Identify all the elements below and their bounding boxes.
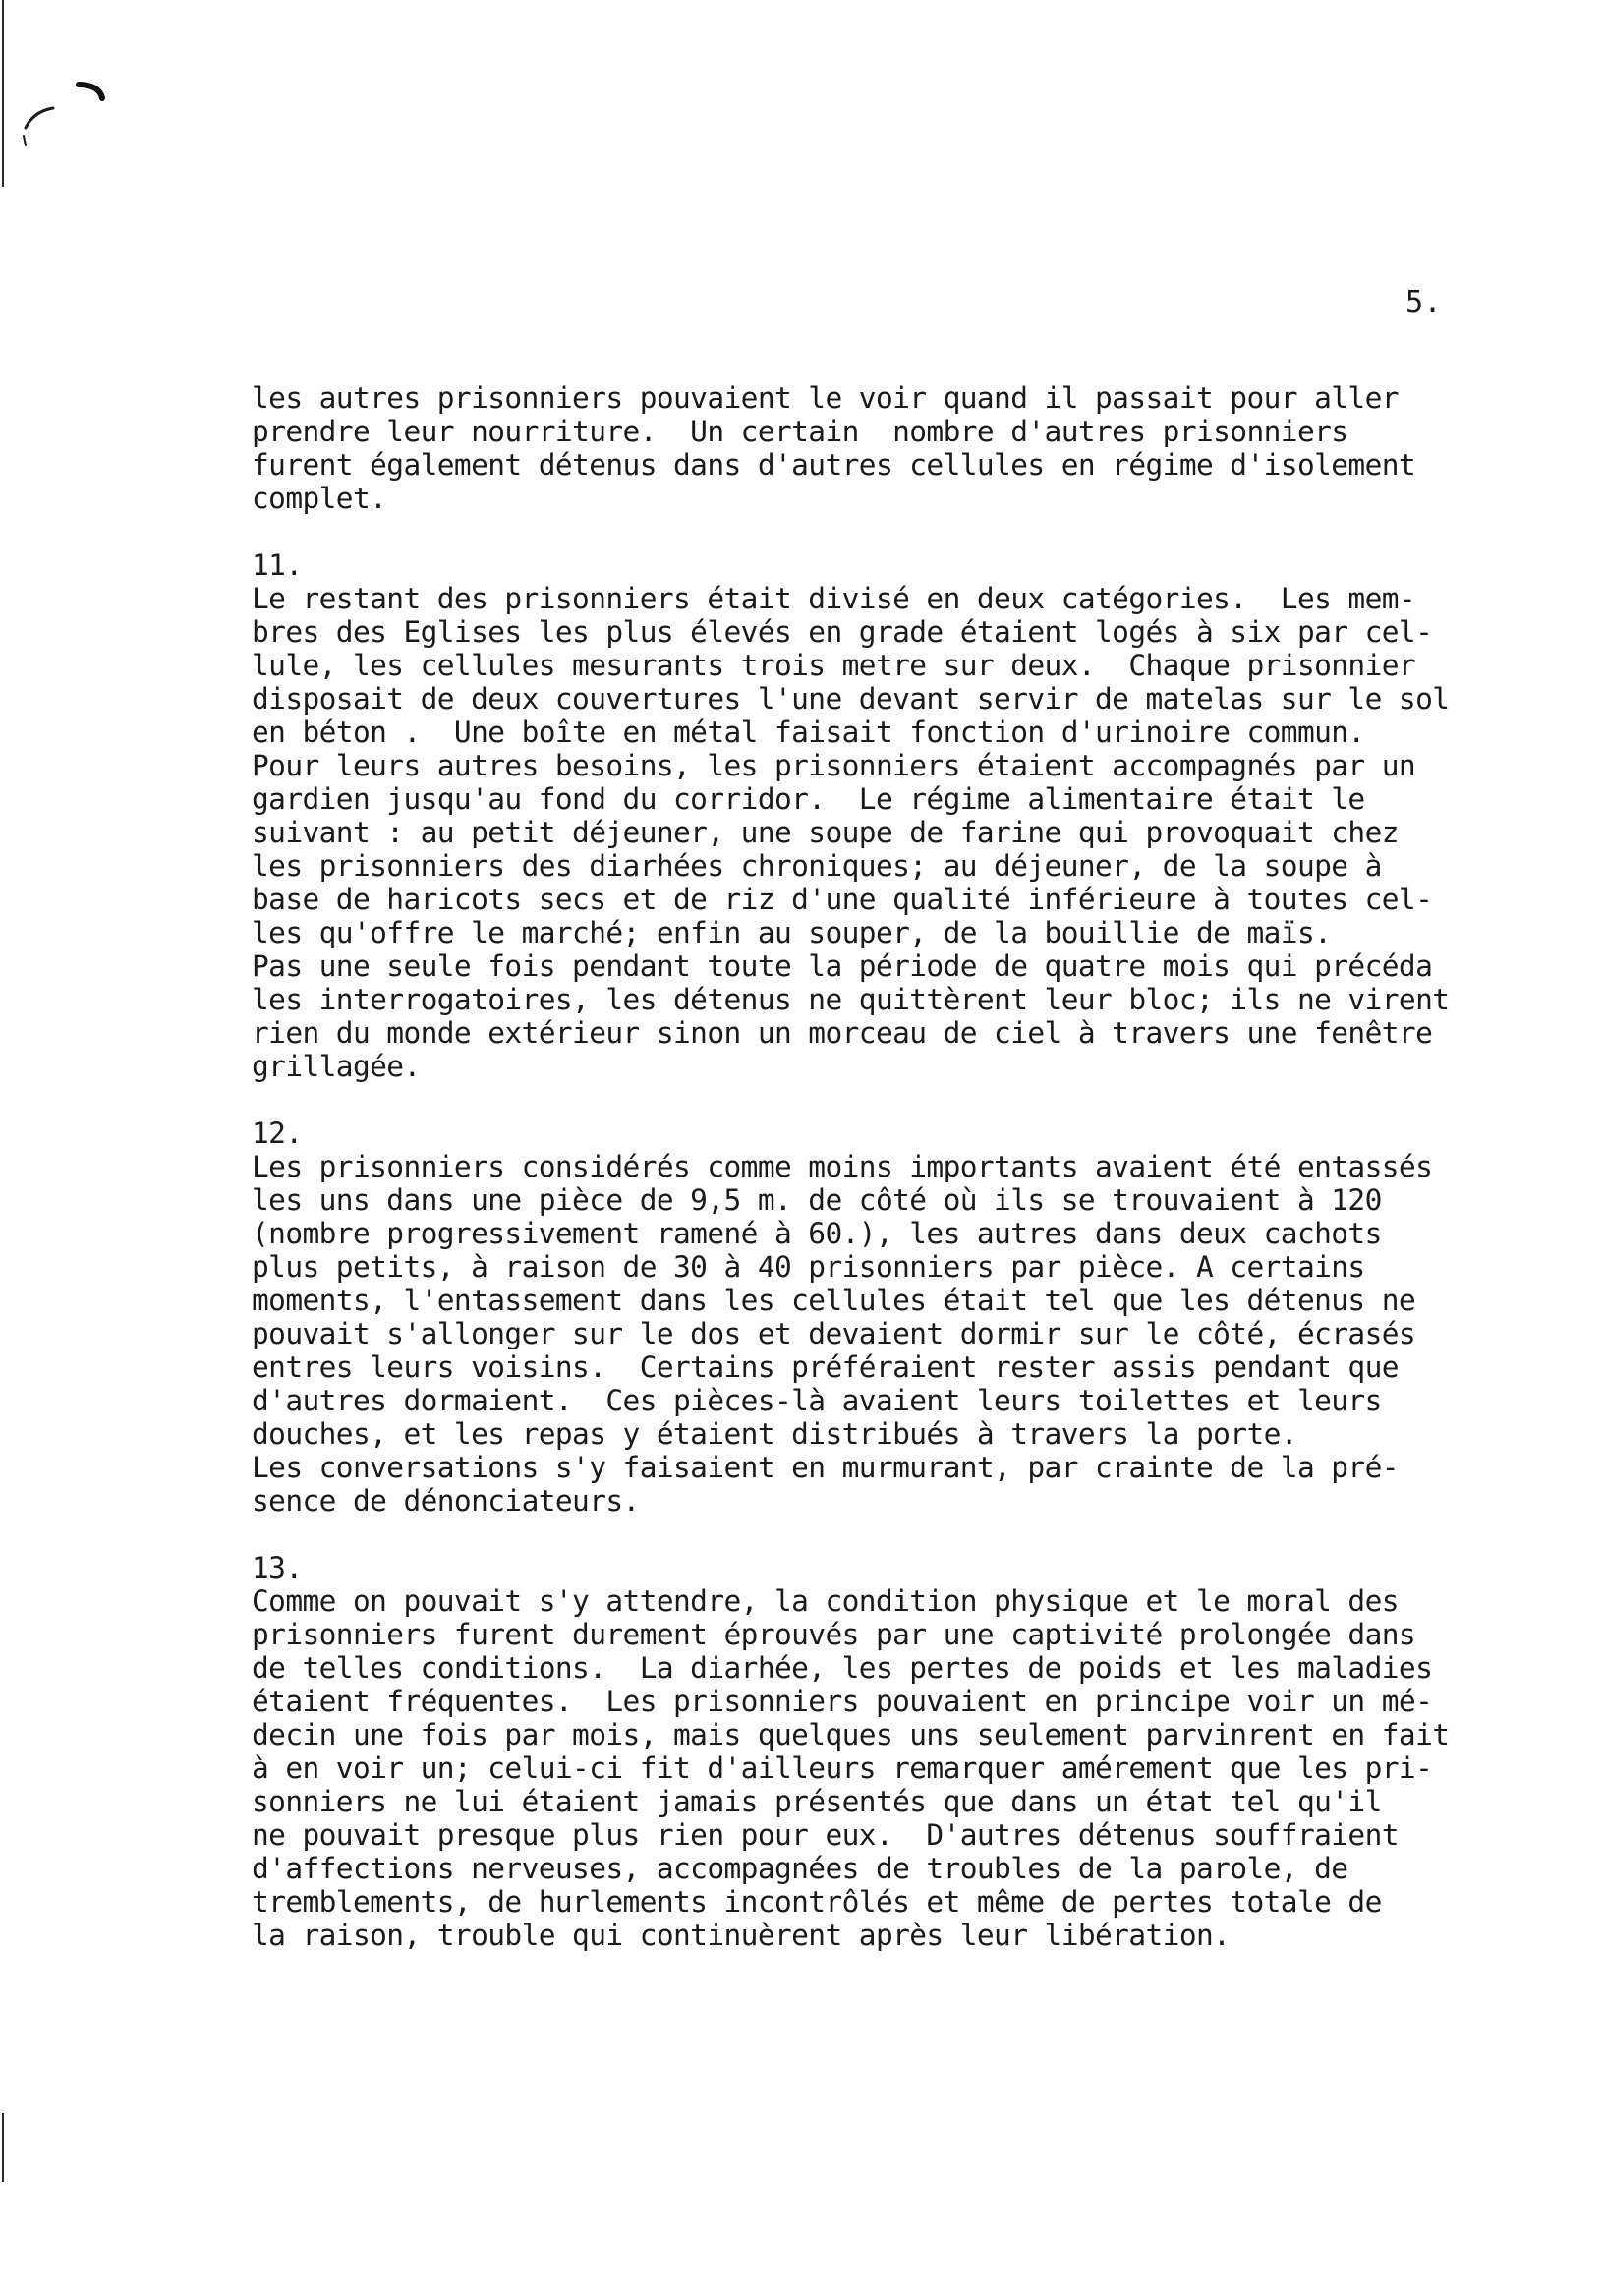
text-line: Pour leurs autres besoins, les prisonniers étaient accompagnés par un xyxy=(252,749,1416,782)
text-line: les interrogatoires, les détenus ne quittèrent leur bloc; ils ne virent xyxy=(252,983,1450,1016)
text-line: en béton . Une boîte en métal faisait fonction d'urinoire commun. xyxy=(252,716,1365,749)
paragraph-gap xyxy=(252,1083,1490,1117)
text-line: les prisonniers des diarhées chroniques; au déjeuner, de la soupe à xyxy=(252,849,1382,883)
paragraph-gap xyxy=(252,1518,1490,1551)
paragraph-number: 13. xyxy=(252,1551,303,1584)
body-text xyxy=(252,381,1490,1952)
text-line: entres leurs voisins. Certains préféraient rester assis pendant que xyxy=(252,1350,1399,1384)
text-line: suivant : au petit déjeuner, une soupe de farine qui provoquait chez xyxy=(252,816,1399,849)
text-line: Les prisonniers considérés comme moins importants avaient été entassés xyxy=(252,1150,1433,1183)
text-line: de telles conditions. La diarhée, les pertes de poids et les maladies xyxy=(252,1651,1433,1685)
text-line: (nombre progressivement ramené à 60.), les autres dans deux cachots xyxy=(252,1217,1382,1250)
text-line: à en voir un; celui-ci fit d'ailleurs remarquer amérement que les pri- xyxy=(252,1751,1433,1785)
text-line: decin une fois par mois, mais quelques uns seulement parvinrent en fait xyxy=(252,1718,1450,1751)
paragraph xyxy=(252,548,1490,1083)
text-line: plus petits, à raison de 30 à 40 prisonniers par pièce. A certains xyxy=(252,1250,1365,1284)
text-line: Le restant des prisonniers était divisé en deux catégories. Les mem- xyxy=(252,582,1416,615)
text-line: la raison, trouble qui continuèrent après leur libération. xyxy=(252,1919,1231,1952)
text-line: lule, les cellules mesurants trois metre sur deux. Chaque prisonnier xyxy=(252,649,1416,682)
text-line: les uns dans une pièce de 9,5 m. de côté où ils se trouvaient à 120 xyxy=(252,1183,1382,1217)
text-line: tremblements, de hurlements incontrôlés et même de pertes totale de xyxy=(252,1885,1382,1919)
page-number: 5. xyxy=(1405,285,1443,319)
text-line: moments, l'entassement dans les cellules était tel que les détenus ne xyxy=(252,1284,1416,1317)
text-line: prisonniers furent durement éprouvés par une captivité prolongée dans xyxy=(252,1618,1416,1651)
text-line: Les conversations s'y faisaient en murmurant, par crainte de la pré- xyxy=(252,1451,1399,1484)
text-line: les qu'offre le marché; enfin au souper, de la bouillie de maïs. xyxy=(252,916,1332,949)
text-line: d'affections nerveuses, accompagnées de troubles de la parole, de xyxy=(252,1852,1348,1885)
handwritten-mark xyxy=(18,77,106,155)
text-line: base de haricots secs et de riz d'une qualité inférieure à toutes cel- xyxy=(252,883,1433,916)
left-margin-rule-bottom xyxy=(2,2113,4,2182)
text-line: complet. xyxy=(252,482,387,515)
text-line: douches, et les repas y étaient distribués à travers la porte. xyxy=(252,1417,1297,1451)
text-line: rien du monde extérieur sinon un morceau de ciel à travers une fenêtre xyxy=(252,1016,1433,1050)
text-line: Pas une seule fois pendant toute la période de quatre mois qui précéda xyxy=(252,949,1433,983)
text-line: les autres prisonniers pouvaient le voir quand il passait pour aller xyxy=(252,381,1399,415)
left-margin-rule xyxy=(2,0,4,187)
text-line: d'autres dormaient. Ces pièces-là avaient leurs toilettes et leurs xyxy=(252,1384,1382,1417)
paragraph-number: 11. xyxy=(252,548,303,582)
paragraph-number: 12. xyxy=(252,1117,303,1150)
paragraph xyxy=(252,1117,1490,1518)
text-line: pouvait s'allonger sur le dos et devaient dormir sur le côté, écrasés xyxy=(252,1317,1416,1350)
text-line: étaient fréquentes. Les prisonniers pouvaient en principe voir un mé- xyxy=(252,1685,1433,1718)
text-line: ne pouvait presque plus rien pour eux. D'autres détenus souffraient xyxy=(252,1818,1399,1852)
paragraph xyxy=(252,1551,1490,1952)
paragraph xyxy=(252,381,1490,515)
paragraph-gap xyxy=(252,515,1490,548)
text-line: sence de dénonciateurs. xyxy=(252,1484,640,1518)
text-line: gardien jusqu'au fond du corridor. Le régime alimentaire était le xyxy=(252,782,1365,816)
text-line: disposait de deux couvertures l'une devant servir de matelas sur le sol xyxy=(252,682,1450,716)
text-line: Comme on pouvait s'y attendre, la condition physique et le moral des xyxy=(252,1584,1399,1618)
text-line: bres des Eglises les plus élevés en grade étaient logés à six par cel- xyxy=(252,615,1433,649)
text-line: furent également détenus dans d'autres cellules en régime d'isolement xyxy=(252,448,1416,482)
text-line: grillagée. xyxy=(252,1050,421,1083)
text-line: sonniers ne lui étaient jamais présentés que dans un état tel qu'il xyxy=(252,1785,1382,1818)
text-line: prendre leur nourriture. Un certain nombre d'autres prisonniers xyxy=(252,415,1348,448)
